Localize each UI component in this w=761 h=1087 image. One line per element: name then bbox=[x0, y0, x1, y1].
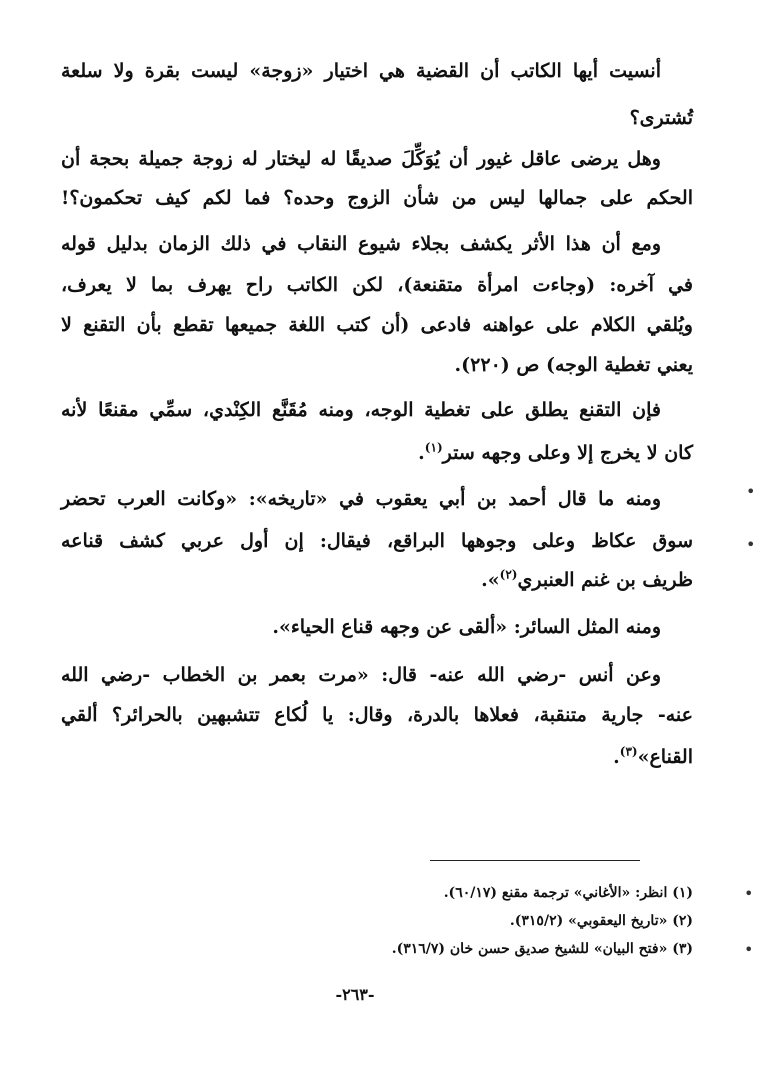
body-line bbox=[61, 438, 693, 468]
scan-dot-icon: • bbox=[744, 884, 754, 903]
footnote-ref[interactable]: (٣) bbox=[619, 744, 638, 759]
line-tail: . bbox=[613, 746, 620, 768]
line-tail: . bbox=[418, 442, 425, 464]
scan-dot-icon: • bbox=[744, 940, 754, 959]
body-line: الحكم على جمالها ليس من شأن الزوج وحده؟ فما لكم كيف تحكمون؟! bbox=[61, 187, 693, 209]
footnote: (١) انظر: «الأغاني» ترجمة مقنع (٦٠/١٧). bbox=[443, 885, 693, 901]
body-line bbox=[61, 742, 693, 772]
body-line: يعني تغطية الوجه) ص (٢٢٠). bbox=[454, 354, 693, 376]
body-line: وعن أنس -رضي الله عنه- قال: «مرت بعمر بن الخطاب -رضي الله bbox=[61, 664, 661, 686]
body-line: تُشترى؟ bbox=[629, 107, 693, 129]
body-line: أنسيت أيها الكاتب أن القضية هي اختيار «زوجة» ليست بقرة ولا سلعة bbox=[61, 60, 661, 82]
body-line: سوق عكاظ وعلى وجوهها البراقع، فيقال: إن أول عربي كشف قناعه bbox=[61, 530, 693, 552]
scan-dot-icon: • bbox=[746, 535, 756, 554]
body-line: وهل يرضى عاقل غيور أن يُوَكِّلَ صديقًا له ليختار له زوجة جميلة بحجة أن bbox=[61, 148, 661, 170]
line-tail: ». bbox=[481, 569, 500, 591]
page-number: -٢٦٣- bbox=[335, 985, 375, 1004]
body-line: عنه- جارية متنقبة، فعلاها بالدرة، وقال: يا لُكاع تتشبهين بالحرائر؟ ألقي bbox=[61, 704, 693, 726]
body-line: ومع أن هذا الأثر يكشف بجلاء شيوع النقاب في ذلك الزمان بدليل قوله bbox=[61, 233, 661, 255]
footnote-ref[interactable]: (٢) bbox=[499, 567, 518, 582]
body-line: ومنه ما قال أحمد بن أبي يعقوب في «تاريخه»: «وكانت العرب تحضر bbox=[61, 488, 661, 510]
body-line: ومنه المثل السائر: «ألقى عن وجهه قناع الحياء». bbox=[272, 616, 661, 638]
footnote: (٢) «تاريخ اليعقوبي» (٣١٥/٢). bbox=[509, 913, 693, 929]
scan-dot-icon: • bbox=[746, 482, 756, 501]
body-line: فإن التقنع يطلق على تغطية الوجه، ومنه مُقَنَّع الكِنْدي، سمِّي مقنعًا لأنه bbox=[61, 399, 661, 421]
line-text: ظريف بن غنم العنبري bbox=[517, 569, 693, 591]
footnote-ref[interactable]: (١) bbox=[424, 440, 443, 455]
body-line: في آخره: (وجاءت امرأة متقنعة)، لكن الكاتب راح يهرف بما لا يعرف، bbox=[61, 274, 693, 296]
body-line bbox=[61, 565, 693, 595]
footnote-separator bbox=[430, 860, 640, 861]
line-text: القناع» bbox=[637, 746, 693, 768]
body-line: ويُلقي الكلام على عواهنه فادعى (أن كتب اللغة جميعها تقطع بأن التقنع لا bbox=[61, 314, 693, 336]
line-text: كان لا يخرج إلا وعلى وجهه ستر bbox=[442, 442, 693, 464]
footnote: (٣) «فتح البيان» للشيخ صديق حسن خان (٣١٦/٧). bbox=[391, 941, 693, 957]
